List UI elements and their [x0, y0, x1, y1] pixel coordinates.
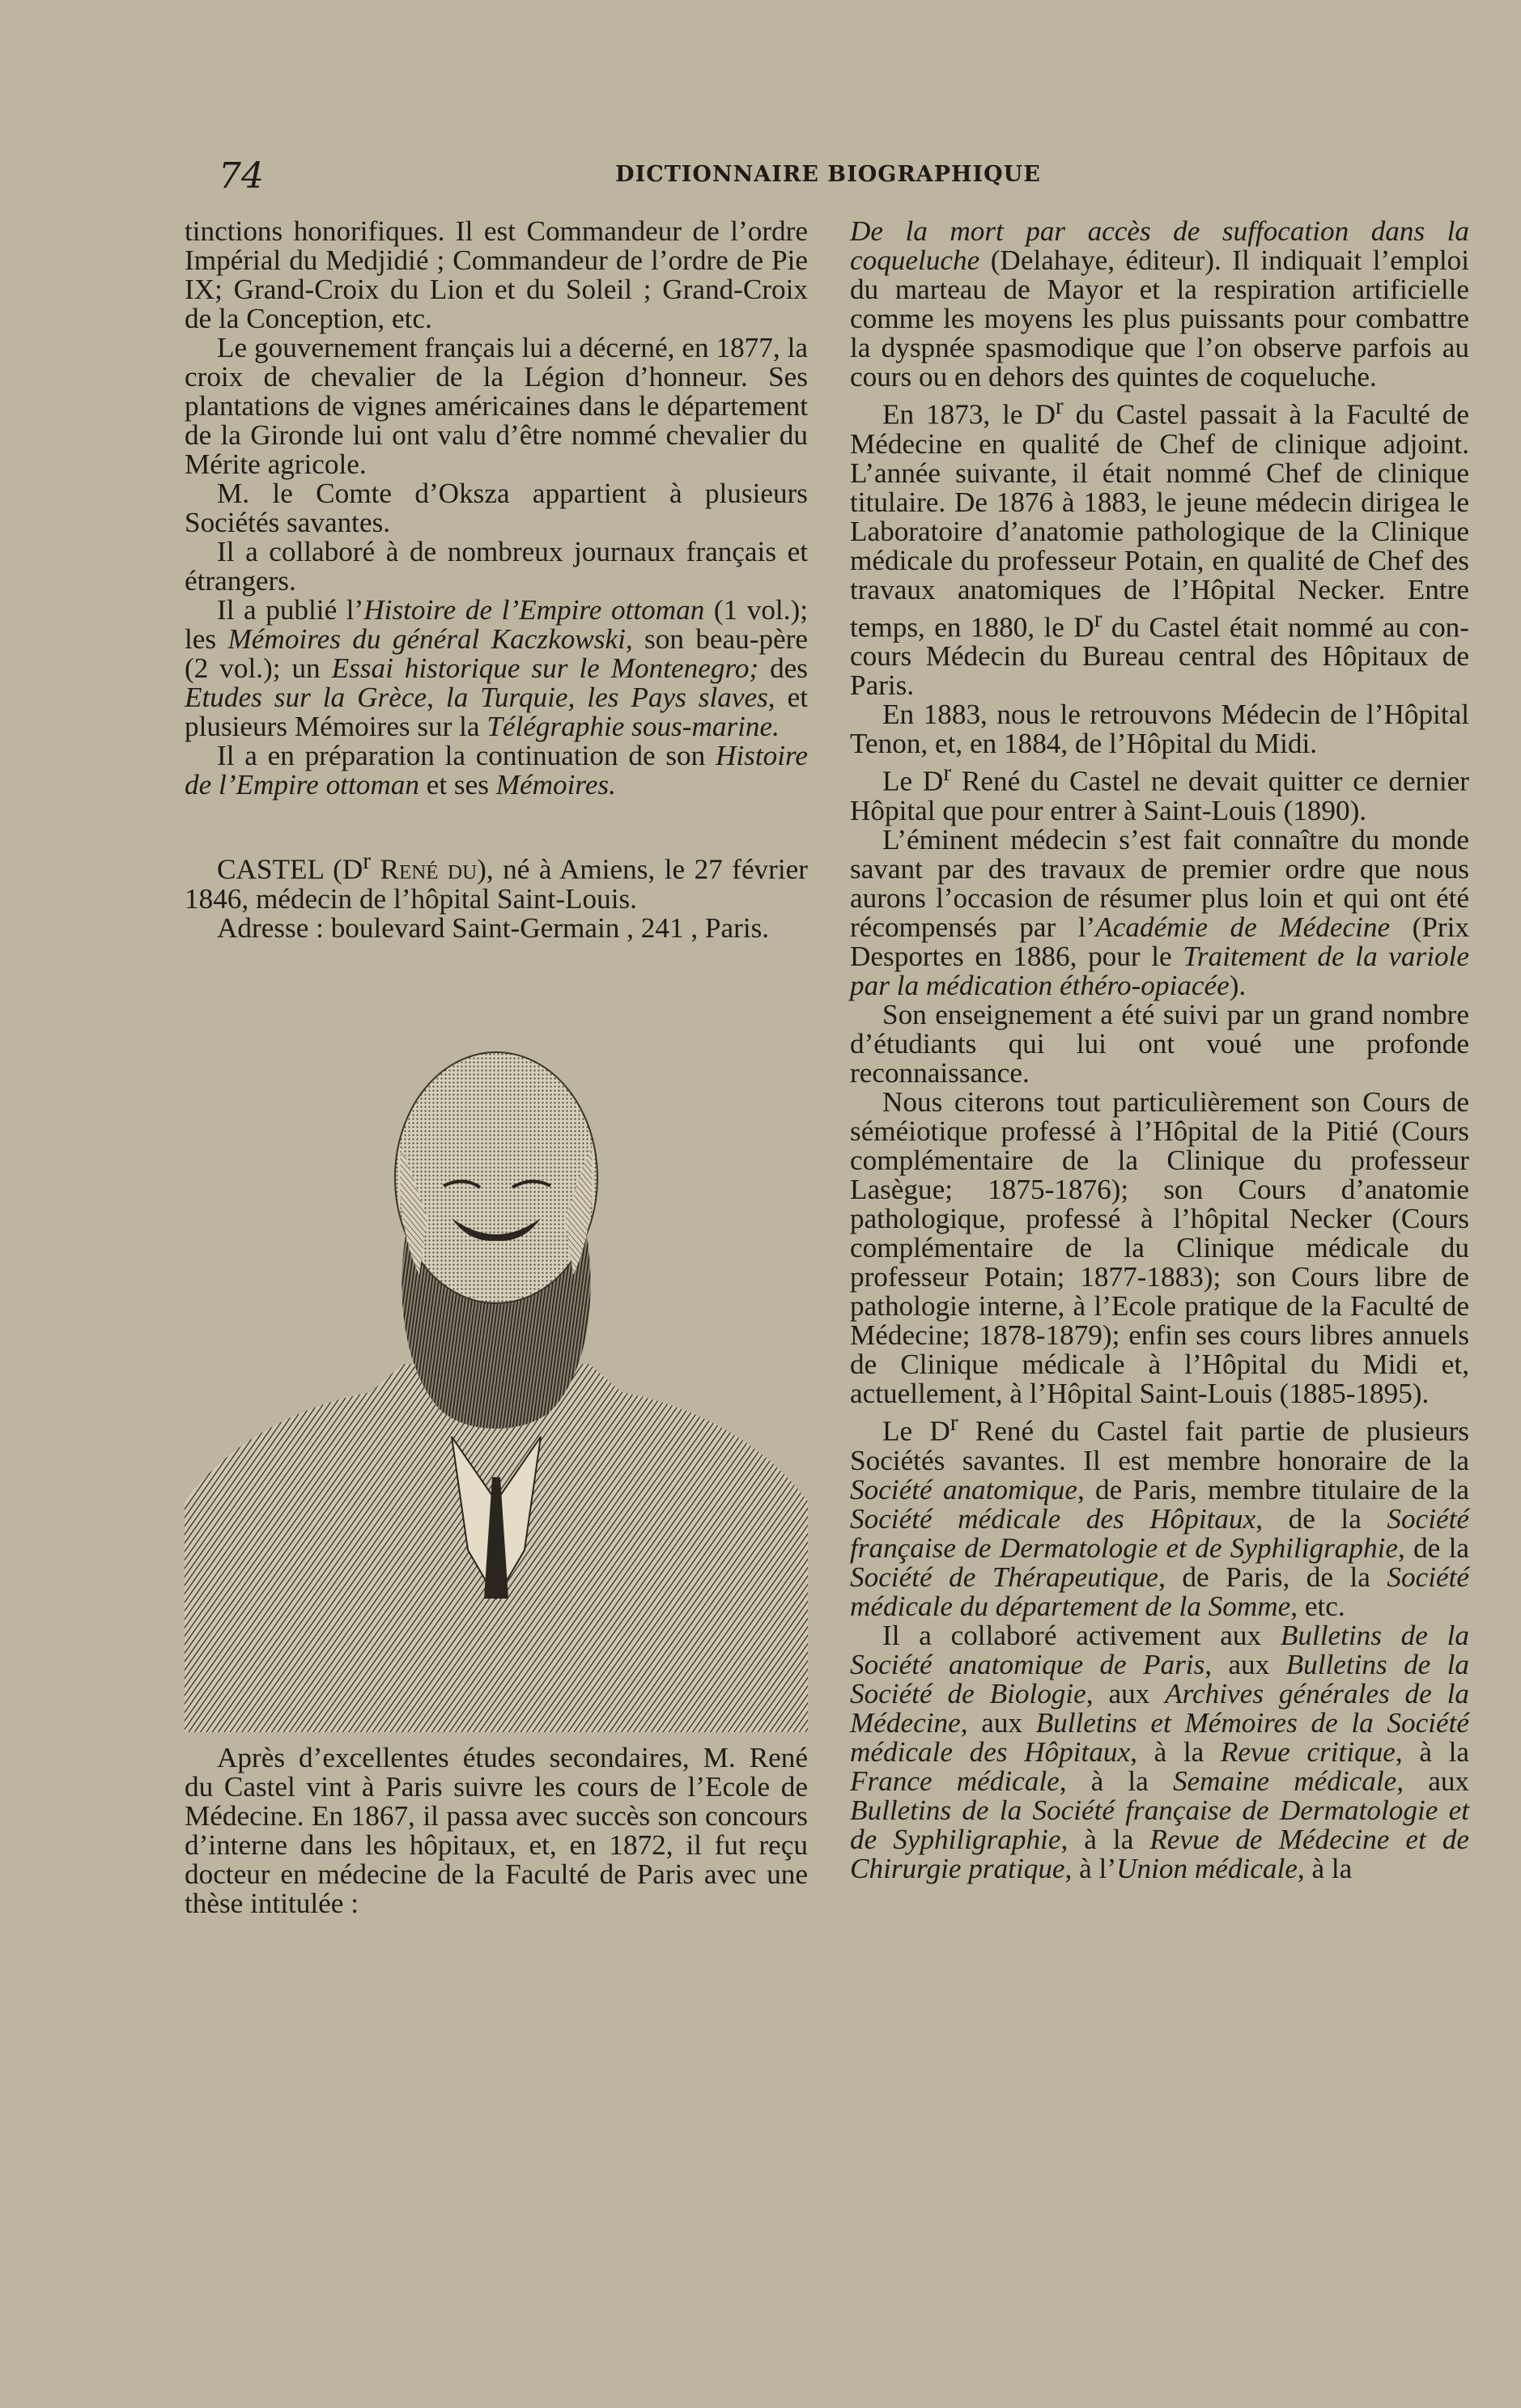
paragraph: Le $D^r$ René du Castel ne devait quitter ce dernier Hôpital que pour entrer à Saint-Louis (1890). [850, 760, 1469, 827]
page-number: 74 [219, 155, 264, 197]
left-column [185, 217, 808, 1918]
portrait-engraving [185, 983, 808, 1732]
paragraph: tinctions honorifiques. Il est Commandeur de l’ordre Impérial du Medjidié ; Commandeur de l’ordre de Pie IX; Grand-Croix du Lion et du Soleil ; Grand-Croix de la Conception, etc. [185, 215, 808, 334]
paragraph: Le $D^r$ René du Castel fait partie de plusieurs Sociétés savantes. Il est membre honoraire de la Société anatomique, de Paris, membre titulaire de la Société médicale des Hôpitaux, de la Société française de Dermatologie et de Syphiligraphie, de la Société de Thérapeutique, de Paris, de la Société médicale du département de la Somme, etc. [850, 1410, 1470, 1622]
running-title: DICTIONNAIRE BIOGRAPHIQUE [615, 162, 1041, 187]
paragraph: Son enseignement a été suivi par un grand nombre d’étudiants qui lui ont voué une profonde reconnaissance. [850, 999, 1469, 1089]
paragraph: M. le Comte d’Oksza appartient à plusieurs Sociétés savantes. [185, 478, 808, 538]
paragraph: En 1873, le $D^r$ du Castel passait à la Faculté de Médecine en qualité de Chef de clinique adjoint. L’année suivante, il était nommé Chef de clinique titulaire. De 1876 à 1883, le jeune médecin dirigea le Laboratoire d’anatomie pathologique de la Clinique médicale du professeur Potain, en qualité de Chef des travaux anatomiques de l’Hôpital Necker. Entre temps, en 1880, le $D^r$ du Castel était nommé au concours Médecin du Bureau central des Hôpitaux de Paris. [850, 393, 1469, 702]
paragraph: Après d’excellentes études secondaires, M. René du Castel vint à Paris suivre les cours de l’Ecole de Médecine. En 1867, il passa avec succès son concours d’interne dans les hôpitaux, et, en 1872, il fut reçu docteur en médecine de la Faculté de Paris avec une thèse intitulée : [185, 1741, 808, 1919]
address-line: Adresse : boulevard Saint-Germain , 241 , Paris. [217, 911, 770, 944]
paragraph: Nous citerons tout particulièrement son Cours de séméiotique professé à l’Hôpital de la Pitié (Cours complémentaire de la Clinique du professeur Lasègue; 1875-1876); son Cours d’anatomie pathologique, professé à l’hôpital Necker (Cours complémentaire de la Clinique médicale du professeur Potain; 1877-1883); son Cours libre de pathologie interne, à l’Ecole pratique de la Faculté de Médecine; 1878-1879); enfin ses cours libres annuels de Clinique médicale à l’Hôpital du Midi et, actuellement, à l’Hôpital Saint-Louis (1885-1895). [850, 1086, 1469, 1410]
paragraph: En 1883, nous le retrouvons Médecin de l’Hôpital Tenon, et, en 1884, de l’Hôpital du Midi. [850, 699, 1469, 760]
paragraph: L’éminent médecin s’est fait connaître du monde savant par des travaux de premier ordre que nous aurons l’occasion de résumer plus loin et qui ont été récompensés par l’Académie de Médecine (Prix Desportes en 1886, pour le Traitement de la variole par la médication éthéro-opiacée). [850, 824, 1469, 1002]
page-header [185, 155, 1472, 196]
paragraph: Il a collaboré activement aux Bulletins de la Société anatomique de Paris, aux Bulletins de la Société de Biologie, aux Archives générales de la Médecine, aux Bulletins et Mémoires de la Société médicale des Hôpitaux, à la Revue critique, à la France médicale, à la Semaine médicale, aux Bulletins de la Société française de Dermatologie et de Syphiligraphie, à la Revue de Médecine et de Chirurgie pratique, à l’Union médicale, à la [850, 1619, 1470, 1884]
paragraph: Il a collaboré à de nombreux journaux français et étrangers. [185, 536, 808, 597]
publications-paragraph: Il a publié l’Histoire de l’Empire ottoman (1 vol.); les Mémoires du général Kaczkowski, son beau-père (2 vol.); un Essai historique sur le Montenegro; des Etudes sur la Grèce, la Turquie, les Pays slaves, et plusieurs Mémoires sur la Télégraphie sous-marine. [185, 594, 809, 742]
paragraph: De la mort par accès de suffocation dans la coqueluche (Delahaye, éditeur). Il indiquait l’emploi du marteau de Mayor et la respiration artificielle comme les moyens les plus puissants pour combattre la dyspnée spasmodique que l’on observe parfois au cours ou en dehors des quintes de coqueluche. [850, 215, 1469, 393]
paragraph: Il a en préparation la continuation de son Histoire de l’Empire ottoman et ses Mémoires. [185, 740, 808, 801]
paragraph: Le gouvernement français lui a décerné, en 1877, la croix de chevalier de la Légion d’honneur. Ses plantations de vignes américaines dans le département de la Gironde lui ont valu d’être nommé chevalier du Mérite agricole. [185, 332, 808, 480]
right-column [850, 217, 1469, 1884]
entry-heading-castel: CASTEL ($D^r$ René du), né à Amiens, le 27 février 1846, médecin de l’hôpital Saint-Louis. [185, 848, 808, 915]
